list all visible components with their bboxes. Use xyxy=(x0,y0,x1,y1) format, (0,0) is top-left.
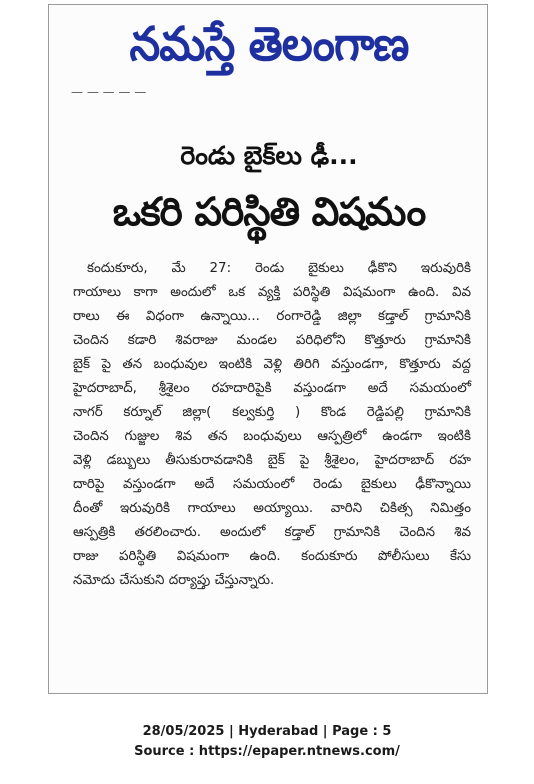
body-line: నాగర్ కర్నూల్ జిల్లా( కల్వకుర్తి ) కొండ రెడ్డిపల్లి గ్రామానికి xyxy=(73,405,471,420)
body-line: ఆస్పత్రికి తరలించారు. అందులో కడ్తాల్ గ్రామానికి చెందిన శివ xyxy=(73,525,471,540)
body-line: బైక్ పై తన బంధువుల ఇంటికి వెళ్లి తిరిగి వస్తుండగా, కొత్తూరు వద్ద xyxy=(73,357,471,372)
body-line: చెందిన గుజ్జుల శివ తన బంధువులు ఆస్పత్రిలో ఉండగా ఇంటికి xyxy=(73,429,471,444)
article-kicker: రెండు బైక్‌లు ఢీ... xyxy=(180,141,358,170)
article-clipping xyxy=(48,4,488,694)
article-headline: ఒకరి పరిస్థితి విషమం xyxy=(112,190,426,235)
body-line: గాయాలు కాగా అందులో ఒక వ్యక్తి పరిస్థితి విషమంగా ఉంది. వివ xyxy=(73,285,471,300)
body-line: కందుకూరు, మే 27: రెండు బైకులు ఢీకొని ఇరువురికి xyxy=(87,261,471,276)
body-line: చెందిన కడారి శివరాజు మండల పరిధిలోని కొత్తూరు గ్రామానికి xyxy=(73,333,471,348)
dateline-cropped xyxy=(71,85,191,107)
footer-source: Source : https://epaper.ntnews.com/ xyxy=(134,744,400,759)
body-line: దారిపై వస్తుండగా అదే సమయంలో రెండు బైకులు ఢీకొన్నాయి xyxy=(73,477,471,492)
body-line: దీంతో ఇరువురికి గాయాలు అయ్యాయి. వారిని చికిత్స నిమిత్తం xyxy=(73,501,471,516)
article-body xyxy=(73,257,471,593)
body-line: రాలు ఈ విధంగా ఉన్నాయి... రంగారెడ్డి జిల్లా కడ్తాల్ గ్రామానికి xyxy=(73,309,471,324)
body-line: రాజు పరిస్థితి విషమంగా ఉంది. కందుకూరు పోలీసులు కేసు xyxy=(73,549,471,564)
dateline-fragment: — — — — — xyxy=(71,85,147,99)
masthead-text: నమస్తే తెలంగాణ xyxy=(129,17,409,72)
body-line: నమోదు చేసుకుని దర్యాప్తు చేస్తున్నారు. xyxy=(73,573,275,588)
footer-meta: 28/05/2025 | Hyderabad | Page : 5 xyxy=(142,724,392,739)
body-line: వెళ్లి డబ్బులు తీసుకురావడానికి బైక్ పై శ్రీశైలం, హైదరాబాద్ రహ xyxy=(73,453,471,468)
newspaper-masthead xyxy=(81,7,457,83)
body-line: హైదరాబాద్, శ్రీశైలం రహదారిపైకి వస్తుండగా అదే సమయంలో xyxy=(73,381,471,396)
